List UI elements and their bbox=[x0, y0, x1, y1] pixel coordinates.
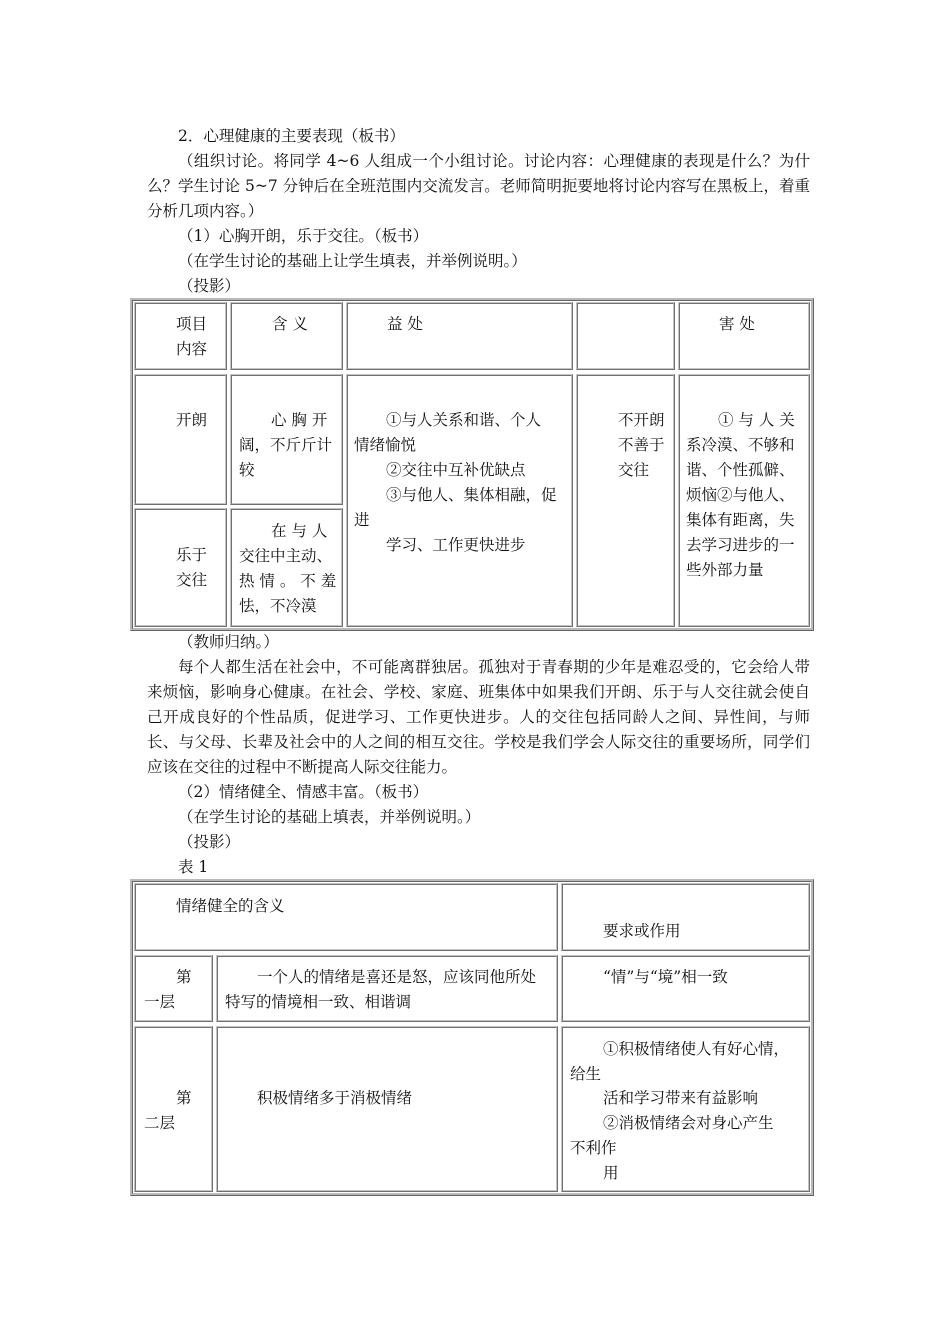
table2-row1-requirement-text: “情”与“境”相一致 bbox=[603, 968, 728, 986]
table1-row2-meaning-line: 怯，不冷漠 bbox=[239, 597, 317, 615]
table1-row-kailang-label bbox=[134, 374, 227, 505]
table2-row1-label-line: 第 bbox=[176, 968, 192, 986]
table1-row1-meaning-line: 阔，不斤斤计 bbox=[239, 436, 333, 454]
table2-header-requirement bbox=[561, 883, 810, 951]
projection-label-2: （投影） bbox=[178, 833, 241, 851]
table1-header-blank bbox=[576, 302, 675, 370]
table2-row2-label-line: 第 bbox=[176, 1089, 192, 1107]
point1-note: （在学生讨论的基础上让学生填表，并举例说明。） bbox=[178, 252, 527, 270]
table2-row2-requirement-line: 不利作 bbox=[570, 1139, 617, 1157]
table1-row2-label-line: 乐于 bbox=[176, 546, 208, 564]
table1-harm-line: 些外部力量 bbox=[686, 561, 764, 579]
table1-row2-meaning-line: 交往中主动、 bbox=[239, 547, 333, 565]
table1-head-benefit: 益 处 bbox=[387, 315, 423, 333]
table1-opposite-line: 交往 bbox=[618, 461, 650, 479]
table2-row1-meaning-line: 特写的情境相一致、相谐调 bbox=[225, 993, 412, 1011]
table1-benefit-line: 进 bbox=[354, 511, 370, 529]
table2-row2-meaning-text: 积极情绪多于消极情绪 bbox=[257, 1089, 413, 1107]
table1-row1-meaning-line: 心 胸 开 bbox=[271, 411, 328, 429]
table1-head-item-line1: 项目 bbox=[176, 315, 208, 333]
section-heading: 2．心理健康的主要表现（板书） bbox=[178, 127, 405, 145]
table2-row2-requirement-line: 用 bbox=[603, 1164, 619, 1182]
table2-row1-meaning-line: 一个人的情绪是喜还是怒，应该同他所处 bbox=[257, 968, 537, 986]
table1-harm-line: 烦恼②与他人、 bbox=[686, 486, 795, 504]
table1-harm-line: 谐、个性孤僻、 bbox=[686, 461, 795, 479]
table2-row2-requirement-line: 活和学习带来有益影响 bbox=[603, 1089, 759, 1107]
table1-head-meaning: 含 义 bbox=[272, 315, 308, 333]
table2-row2-requirement-line: ②消极情绪会对身心产生 bbox=[603, 1114, 774, 1132]
table2-head-meaning: 情绪健全的含义 bbox=[176, 897, 285, 915]
table1-harm-line: 系冷漠、不够和 bbox=[686, 436, 795, 454]
projection-label-1: （投影） bbox=[178, 277, 241, 295]
table1-harm-line: 去学习进步的一 bbox=[686, 536, 795, 554]
table1-row2-meaning-line: 热 情 。 不 羞 bbox=[239, 572, 337, 590]
table1-row1-meaning-line: 较 bbox=[239, 461, 255, 479]
table1-benefit-line: 学习、工作更快进步 bbox=[386, 536, 526, 554]
table1-benefit-line: ①与人关系和谐、个人 bbox=[386, 411, 542, 429]
table1-benefit-line: ③与他人、集体相融，促 bbox=[386, 486, 557, 504]
table1-row1-label: 开朗 bbox=[176, 411, 208, 429]
table1-header-benefit bbox=[346, 302, 573, 370]
table2-row2-requirement-line: 给生 bbox=[570, 1065, 602, 1083]
table1-harm-line: 集体有距离，失 bbox=[686, 511, 795, 529]
table2-row2-label bbox=[134, 1026, 213, 1192]
table2-row2-requirement-line: ①积极情绪使人有好心情， bbox=[603, 1040, 790, 1058]
table1-benefit-line: 情绪愉悦 bbox=[354, 436, 417, 454]
teacher-summary-label: （教师归纳。） bbox=[178, 633, 279, 651]
summary-paragraph: 每个人都生活在社会中，不可能离群独居。孤独对于青春期的少年是难忍受的，它会给人带来烦恼，影响身心健康。在社会、学校、家庭、班集体中如果我们开朗、乐于与人交往就会使自己开成良好的个性品质，促进学习、工作更快进步。人的交往包括同龄人之间、异性间，与师长、与父母、长辈及社会中的人之间的相互交往。学校是我们学会人际交往的重要场所，同学们应该在交往的过程中不断提高人际交往能力。 bbox=[147, 658, 810, 776]
point2-heading: （2）情绪健全、情感丰富。（板书） bbox=[178, 783, 429, 801]
table1-opposite-line: 不开朗 bbox=[618, 411, 665, 429]
table1-head-harm: 害 处 bbox=[719, 315, 755, 333]
table1-row2-meaning-line: 在 与 人 bbox=[271, 522, 328, 540]
intro-paragraph: （组织讨论。将同学 4~6 人组成一个小组讨论。讨论内容：心理健康的表现是什么？为什么？学生讨论 5~7 分钟后在全班范围内交流发言。老师简明扼要地将讨论内容写在黑板上，着重分析几项内容。） bbox=[147, 152, 810, 220]
table1-harm-line: ① 与 人 关 bbox=[718, 411, 795, 429]
point1-heading: （1）心胸开朗，乐于交往。（板书） bbox=[178, 227, 429, 245]
table1-benefit-line: ②交往中互补优缺点 bbox=[386, 461, 526, 479]
table2-row2-label-line: 二层 bbox=[144, 1114, 176, 1132]
table2-caption: 表 1 bbox=[178, 858, 209, 876]
table2-row1-label-line: 一层 bbox=[144, 993, 176, 1011]
table1-opposite-line: 不善于 bbox=[618, 436, 665, 454]
point2-note: （在学生讨论的基础上填表，并举例说明。） bbox=[178, 808, 481, 826]
table1-row2-label-line: 交往 bbox=[176, 571, 208, 589]
table2-head-requirement: 要求或作用 bbox=[603, 922, 681, 940]
table1-head-item-line2: 内容 bbox=[176, 340, 208, 358]
